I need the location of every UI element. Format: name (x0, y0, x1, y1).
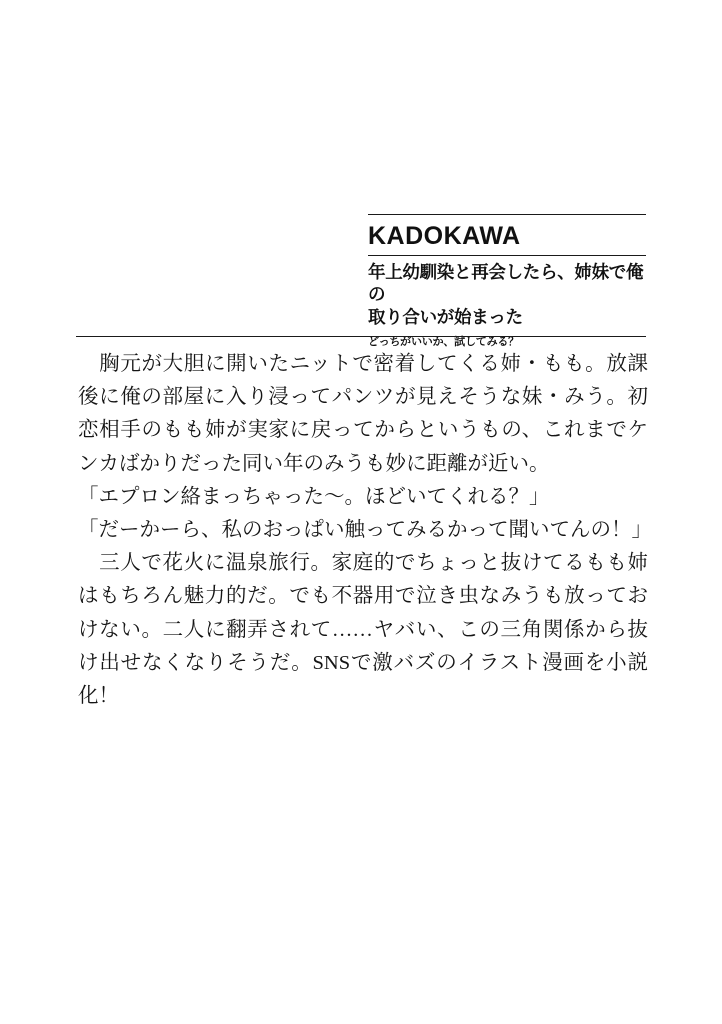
book-title-line-2: 取り合いが始まった (368, 307, 523, 328)
blurb-paragraph-1: 胸元が大胆に開いたニットで密着してくる姉・もも。放課後に俺の部屋に入り浸ってパンツが見えそうな妹・みう。初恋相手のもも姉が実家に戻ってからというもの、これまでケンカばかりだった同い年のみうも妙に距離が近い。 (78, 353, 648, 475)
book-title (368, 262, 646, 352)
blurb-paragraph-3: 「だーかーら、私のおっぱい触ってみるかって聞いてんの！」 (78, 519, 652, 542)
blurb-paragraph-2: 「エプロン絡まっちゃった〜。ほどいてくれる？」 (78, 485, 550, 508)
blurb-text (78, 348, 652, 713)
publisher-name: KADOKAWA (368, 222, 521, 250)
book-subtitle: どっちがいいか、試してみる？ (368, 335, 519, 349)
book-title-line-1: 年上幼馴染と再会したら、姉妹で俺の (368, 263, 644, 306)
masthead (368, 214, 646, 352)
page-divider-rule (76, 336, 646, 337)
blurb-paragraph-4: 三人で花火に温泉旅行。家庭的でちょっと抜けてるもも姉はもちろん魅力的だ。でも不器用で泣き虫なみうも放っておけない。二人に翻弄されて……ヤバい、この三角関係から抜け出せなくなりそうだ。SNSで激バズのイラスト漫画を小説化！ (78, 552, 648, 708)
masthead-top-rule (368, 214, 646, 215)
masthead-middle-rule (368, 255, 646, 256)
book-title-line-2-wrap (368, 307, 646, 352)
